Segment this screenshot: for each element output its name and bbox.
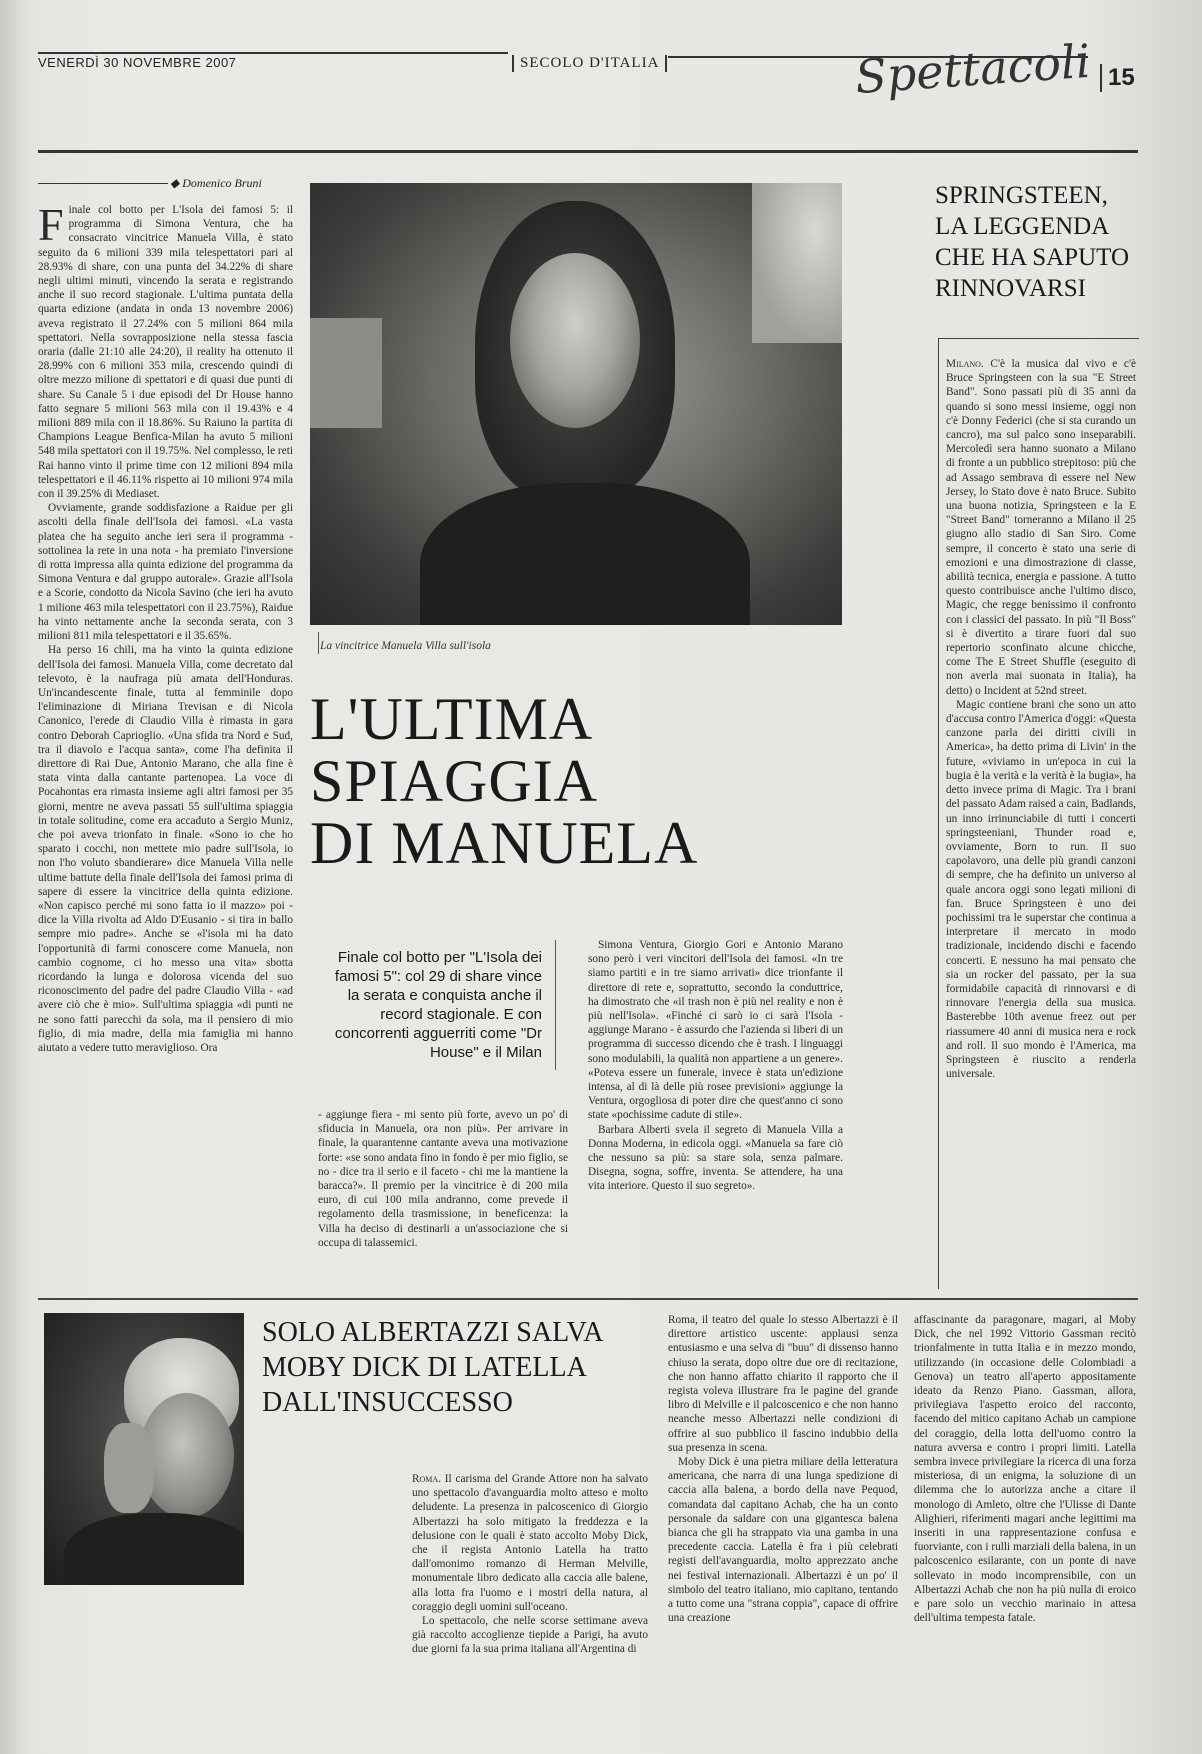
headline-line-2: SPIAGGIA [310,748,599,814]
bottom-headline-line-3: DALL'INSUCCESSO [262,1387,513,1418]
newspaper-name: SECOLO D'ITALIA [512,55,667,72]
photo-background-tree [752,183,842,343]
sidebar-headline-line-1: SPRINGSTEEN, [935,182,1108,209]
header-date: VENERDÌ 30 NOVEMBRE 2007 [38,55,237,70]
sidebar-paragraph-1: C'è la musica dal vivo e c'è Bruce Springsteen con la sua "E Street Band". Sono passati più di 35 anni da quando si sono messi insieme, oggi non c'è Donny Federici (che si sta curando un cancro), ma sul palco sono inseparabili. Mercoledì sera hanno suonato a Milano di fronte a un pubblico strepitoso: più che ad Assago sembrava di essere nel New Jersey, lo Stato dove è nato Bruce. Subito una buona notizia, Springsteen e la E "Street Band" torneranno a Milano il 25 giugno allo stadio di San Siro. Come sempre, il concerto è stato una serie di emozioni e una dimostrazione di classe, abilità tecnica, energia e passione. A tutto questo contribuisce anche l'ultimo disco, Magic, che regge benissimo il confronto con i classici del passato. In più "Il Boss" si è divertito a tirare fuori dal suo repertorio sconfinato alcune chicche, come The E Street Shuffle (eseguito di non averla mai suonata in Italia), ha detto) o Incident at 52nd street. [946,358,1136,697]
subdeck-rule [555,940,556,1070]
bottom-headline-line-2: MOBY DICK DI LATELLA [262,1352,587,1383]
main-col2-text: - aggiunge fiera - mi sento più forte, avevo un po' di sfiducia in Manuela, ora non più». Per arrivare in finale, la quarantenne cantante aveva una motivazione forte: «se sono andata fino in fondo è per mio figlio, se no - dice tra il serio e il faceto - chi me la mantiene la baracca?». Il premio per la vincitrice è di 200 mila euro, di cui 100 mila andranno, come prevede il regolamento della trasmissione, in beneficenza: la Villa ha deciso di destinarli a un'associazione che si occupa di talassemici. [318,1109,568,1249]
sidebar-headline [935,180,1135,304]
sidebar-headline-line-4: RINNOVARSI [935,275,1086,302]
main-article-column-1 [38,203,293,1278]
sidebar-paragraph-2: Magic contiene brani che sono un atto d'accusa contro l'America d'oggi: «Questa canzone parla dei diritti civili in America», ha detto prima di Livin' in the future, «viviamo in un'epoca in cui la bugia è la verità e la verità è la bugia», ha detto invece prima di Magic. Tra i brani del passato Adam raised a cain, Badlands, un inno irrinunciabile di tutti i concerti springsteeniani, Thunder road e, ovviamente, Born to run. Il suo capolavoro, una delle più grandi canzoni di sempre, che ha definito un universo al quale ancora oggi sono legati milioni di fan. Bruce Springsteen è uno dei pochissimi tra le superstar che continua a interpretare il mercato in modo tradizionale, incidendo dischi e facendo concerti. E nessuno ha mai pensato che sia un rocker del passato, per la sua formidabile capacità di rinnovarsi e di rinnovare l'energia della sua musica. Basterebbe 10th avenue freez out per riassumere 40 anni di musica nera e rock and roll. Il suo mondo è l'America, ma Springsteen è riuscito a renderla universale. [946,698,1136,1081]
main-col3-paragraph-2: Barbara Alberti svela il segreto di Manuela Villa a Donna Moderna, in edicola oggi. «Manuela sa fare ciò che nessuno sa più: sa stare sola, senza palmare. Disegna, sogna, soffre, inventa. Se attendere, ha una vita interiore. Questo il suo segreto». [588,1123,843,1193]
main-article-column-3 [588,938,843,1283]
bottom-col3-text: affascinante da paragonare, magari, al Moby Dick, che nel 1992 Vittorio Gassman recitò trionfalmente in tutta Italia e in mezzo mondo, utilizzando (in occasione delle Colombiadi a Genova) un teatro all'aperto appositamente ideato da Renzo Piano. Gassman, allora, privilegiava l'aspetto eroico del racconto, facendo del mitico capitano Achab un campione del coraggio, della lotta dell'uomo contro la natura avversa e contro i propri limiti. Latella sembra invece privilegiare la ricerca di una forza misteriosa, di un enigma, la soluzione di un dilemma che lo autorizza anche a citare il monologo di Amleto, oltre che l'Ulisse di Dante Alighieri, riferimenti magari anche legittimi ma inseriti in una rappresentazione confusa e fuorviante, con i rulli marziali della balena, in un palcoscenico esilarante, con un ponte di nave sollevato in modo incomprensibile, con un Albertazzi Achab che non ha più nulla di eroico e pare solo un vecchio marinaio in attesa dell'ultima tempesta fatale. [914,1314,1136,1625]
main-col3-paragraph-1: Simona Ventura, Giorgio Gori e Antonio Marano sono però i veri vincitori dell'Isola dei famosi. «In tre siamo partiti e in tre siamo arrivati» dice trionfante il direttore di rete e, soprattutto, secondo la conduttrice, ha dimostrato che «il trash non è più nel reality e non è più nell'Isola». «Finché ci sarò io ci sarà l'Isola - aggiunge Marano - è assurdo che l'azienda si liberi di un programma di successo dicendo che è trash. I linguaggi sono modulabili, la qualità non appartiene a un genere». «Poteva essere un funerale, invece è stata un'edizione intensa, al di là delle più rosee previsioni» aggiunge la Ventura, orgogliosa di poter dire che quest'anno ci sono state «pochissime cadute di stile». [588,939,843,1122]
photo-sign-prop [310,318,382,428]
section-title: Spettacoli [853,33,1093,105]
sidebar-headline-line-2: LA LEGGENDA [935,213,1110,240]
photo-caption: La vincitrice Manuela Villa sull'isola [320,640,491,652]
bottom-article-divider [38,1298,1138,1300]
sidebar-dateline: Milano. [946,358,984,370]
sidebar-headline-line-3: CHE HA SAPUTO [935,244,1130,271]
winner-photo [310,183,842,625]
caption-rule [318,632,319,654]
bottom-article-column-2 [668,1313,898,1733]
albertazzi-photo-body [64,1513,244,1585]
page-number: 15 [1100,64,1135,92]
main-article-column-2 [318,1108,568,1283]
headline-line-3: DI MANUELA [310,810,699,876]
albertazzi-photo-hand [104,1423,154,1513]
main-subdeck: Finale col botto per "L'Isola dei famosi 5": col 29 di share vince la serata e conquista anche il record stagionale. E con concorrenti agguerriti come "Dr House" e il Milan [334,949,542,1061]
byline-author: Domenico Bruni [182,176,262,190]
bottom-col2-paragraph-1: Roma, il teatro del quale lo stesso Albertazzi è il direttore artistico uscente: applausi senza entusiasmo e una selva di "buu" di dissenso hanno chiuso la serata, dopo oltre due ore di recitazione, che non hanno affatto chiarito il rapporto che il regista voleva illustrare fra le pagine del grande libro di Melville e il palcoscenico e che non hanno neanche messo Albertazzi nelle condizioni di offrire al suo pubblico il fascino indubbio della sua presenza in scena. [668,1314,898,1454]
bottom-headline [262,1315,672,1420]
bottom-dateline: Roma. [412,1473,442,1485]
header-bottom-rule [38,150,1138,153]
headline-line-1: L'ULTIMA [310,686,594,752]
main-col1-paragraph-1: inale col botto per L'Isola dei famosi 5: il programma di Simona Ventura, che ha consacrato vincitrice Manuela Villa, è stato seguito da 6 milioni 339 mila telespettatori pari al 28.93% di share, con una punta del 34.22% di share negli ultimi minuti, vincendo la serata e registrando anche il suo record stagionale. L'ultima puntata della quarta edizione (andata in onda 13 novembre 2006) aveva registrato il 27.24% con 5 milioni 864 mila spettatori. Nella sovrapposizione nella stessa fascia oraria (dalle 21:10 alle 24:20), il reality ha ottenuto il 28.99% con 6 milioni 353 mila, crescendo quindi di oltre mezzo milione di spettatori e di quasi due punti di share. Su Canale 5 i due episodi del Dr House hanno fatto segnare 5 milioni 563 mila con il 19.43% e 4 milioni 889 mila con il 18.86%. Su Raiuno la partita di Champions League Benfica-Milan ha avuto 5 milioni 548 mila spettatori con il 19.75%. Nel complesso, le reti Rai hanno vinto il prime time con 12 milioni 894 mila telespettatori e il 46.11% rispetto ai 10 milioni 974 mila con il 39.25% di Mediaset. [38,204,293,501]
byline-rule [38,183,168,184]
header-rule-left [38,52,508,54]
photo-face [510,253,640,428]
byline: ◆ Domenico Bruni [170,176,262,190]
dropcap-letter: F [38,203,64,250]
main-col1-paragraph-2: Ovviamente, grande soddisfazione a Raidue per gli ascolti della finale dell'Isola dei famosi. «La vasta platea che ha seguito anche ieri sera il programma - sottolinea la rete in una nota - ha premiato l'inversione di rotta impressa alla quinta edizione del programma da Simona Ventura e dal gruppo autorale». Grazie all'Isola e a Scorie, condotto da Nicola Savino (che ieri ha avuto 1 milione 463 mila telespettatori con il 23.75%), Raidue ha vinto nettamente anche la seconda serata, con 3 milioni 811 mila telespettatori e il 35.65%. [38,502,293,643]
main-col1-paragraph-3: Ha perso 16 chili, ma ha vinto la quinta edizione dell'Isola dei famosi. Manuela Villa, come decretato dal televoto, è la naufraga più amata dell'Honduras. Un'incandescente finale, tutta al femminile dopo l'eliminazione di Miriana Trevisan e di Nicola Canonico, l'erede di Claudio Villa è rimasta in gara contro Deborah Caprioglio. «Una sfida tra Nord e Sud, tra il diavolo e l'acqua santa», come l'ha definita il direttore di Rai Due, Antonio Marano, che alla fine è stata vinta dalla cantante partenopea. La voce di Pocahontas era rimasta insieme agli altri famosi per 35 giorni, mentre ne aveva passati 55 sull'ultima spiaggia in totale solitudine, come era accaduto a Sergio Muniz, che poi aveva trionfato in finale. «Sono io che ho sparato i cocchi, non mettete mio padre sull'Isola, io non l'ho voluto sbandierare» dice Manuela Villa nelle ultime battute della finale dell'Isola dei famosi prima di sapere di essere la vincitrice della quinta edizione. «Non capisco perché mi sono fatta io il mazzo» poi - dice la Villa rivolta ad Aldo D'Eusanio - si tira in ballo sempre mio padre». Anche se «l'isola mi ha dato l'opportunità di farmi conoscere come Manuela, non cambio cognome, ci ho messo una vita» sbotta ricordando la lunga e dolorosa vicenda del suo riconoscimento del padre del padre Claudio Villa - «ad avere ciò che è mio». Sull'ultima spiaggia «di punti ne ne sono fatti parecchi da sola, ma il pensiero di mio figlio, di mia madre, della mia famiglia mi hanno aiutato a vedere tutto meraviglioso. Ora [38,644,293,1054]
sidebar-article-body [946,357,1136,1282]
bottom-col1-paragraph-1: Il carisma del Grande Attore non ha salvato uno spettacolo d'avanguardia molto atteso e molto deludente. La presenza in palcoscenico di Giorgio Albertazzi ha solo mitigato la freddezza e la delusione con le quali è stato accolto Moby Dick, che il regista Antonio Latella ha tratto dall'omonimo romanzo di Herman Melville, monumentale libro dedicato alla caccia alle balene, alla lotta fra l'uomo e i mostri della natura, al coraggio degli uomini sull'oceano. [412,1473,648,1613]
bottom-col1-paragraph-2: Lo spettacolo, che nelle scorse settimane aveva già raccolto accoglienze tiepide a Parigi, ha avuto due giorni fa la sua prima italiana all'Argentina di [412,1615,648,1656]
bottom-article-column-3 [914,1313,1136,1733]
bottom-article-column-1 [412,1472,648,1734]
albertazzi-photo [44,1313,244,1585]
main-headline [310,688,840,874]
bottom-col2-paragraph-2: Moby Dick è una pietra miliare della letteratura americana, che narra di una lunga spedizione di caccia alla balena, a bordo della nave Pequod, comandata dal capitano Achab, che ha un conto personale da saldare con una gigantesca balena bianca che gli ha strappato via una gamba in una precedente caccia. Latella è fra i più celebrati registi dell'avanguardia, molto apprezzato anche nei festival internazionali. Albertazzi è un po' il simbolo del teatro italiano, mio capitano, tentando a tutto come una "strana coppia", capace di offrire una creazione [668,1456,898,1625]
photo-body [420,483,750,625]
bottom-headline-line-1: SOLO ALBERTAZZI SALVA [262,1317,604,1348]
